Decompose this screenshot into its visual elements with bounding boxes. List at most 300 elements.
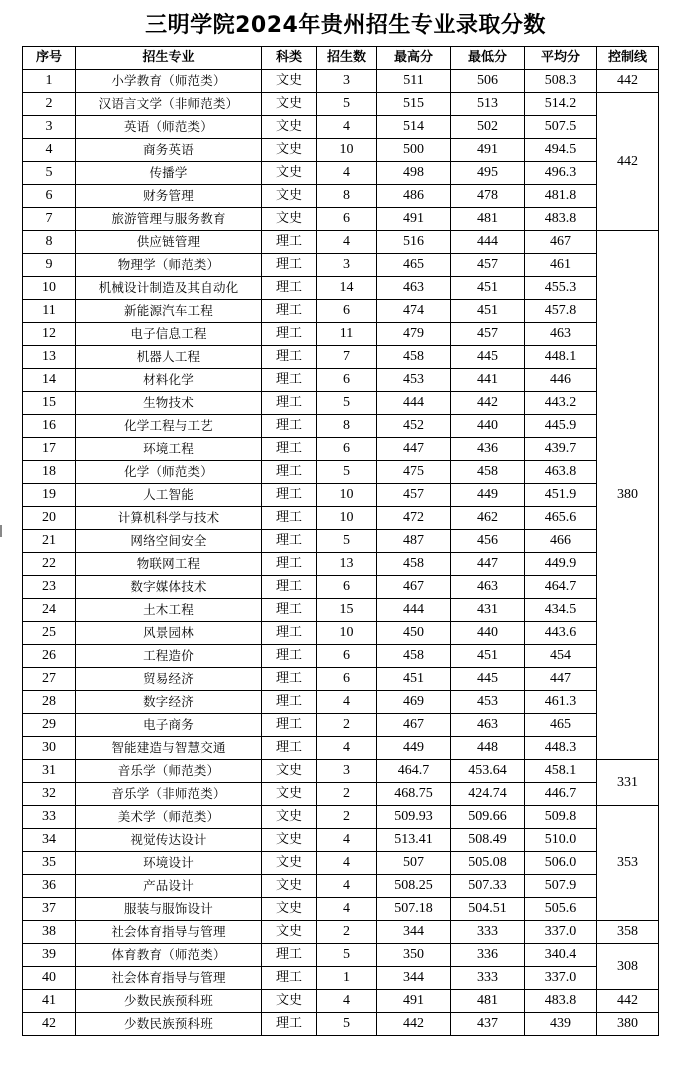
major-name-cell: 网络空间安全 — [76, 530, 262, 553]
min-score-cell: 444 — [451, 231, 525, 254]
table-row — [23, 668, 659, 691]
max-score-cell: 444 — [377, 392, 451, 415]
avg-score-cell: 483.8 — [525, 208, 597, 231]
table-row — [23, 852, 659, 875]
category-cell: 理工 — [262, 737, 317, 760]
quota-cell: 4 — [317, 162, 377, 185]
admission-scores-table — [22, 46, 659, 1036]
quota-cell: 6 — [317, 668, 377, 691]
table-row — [23, 369, 659, 392]
major-name-cell: 服装与服饰设计 — [76, 898, 262, 921]
quota-cell: 3 — [317, 254, 377, 277]
max-score-cell: 447 — [377, 438, 451, 461]
quota-cell: 5 — [317, 392, 377, 415]
min-score-cell: 502 — [451, 116, 525, 139]
avg-score-cell: 461 — [525, 254, 597, 277]
control-line-cell: 308 — [597, 944, 659, 990]
max-score-cell: 491 — [377, 990, 451, 1013]
avg-score-cell: 505.6 — [525, 898, 597, 921]
header-quota: 招生数 — [317, 47, 377, 70]
major-name-cell: 社会体育指导与管理 — [76, 967, 262, 990]
major-name-cell: 计算机科学与技术 — [76, 507, 262, 530]
min-score-cell: 453.64 — [451, 760, 525, 783]
row-id-cell: 22 — [23, 553, 76, 576]
table-row — [23, 208, 659, 231]
row-id-cell: 30 — [23, 737, 76, 760]
avg-score-cell: 514.2 — [525, 93, 597, 116]
avg-score-cell: 494.5 — [525, 139, 597, 162]
header-min-score: 最低分 — [451, 47, 525, 70]
quota-cell: 4 — [317, 875, 377, 898]
row-id-cell: 10 — [23, 277, 76, 300]
quota-cell: 3 — [317, 70, 377, 93]
table-row — [23, 622, 659, 645]
row-id-cell: 32 — [23, 783, 76, 806]
max-score-cell: 464.7 — [377, 760, 451, 783]
quota-cell: 5 — [317, 530, 377, 553]
major-name-cell: 音乐学（师范类） — [76, 760, 262, 783]
max-score-cell: 442 — [377, 1013, 451, 1036]
quota-cell: 4 — [317, 116, 377, 139]
quota-cell: 10 — [317, 622, 377, 645]
category-cell: 文史 — [262, 162, 317, 185]
table-row — [23, 185, 659, 208]
min-score-cell: 441 — [451, 369, 525, 392]
table-row — [23, 346, 659, 369]
category-cell: 文史 — [262, 783, 317, 806]
quota-cell: 4 — [317, 852, 377, 875]
row-id-cell: 15 — [23, 392, 76, 415]
major-name-cell: 化学工程与工艺 — [76, 415, 262, 438]
min-score-cell: 440 — [451, 622, 525, 645]
min-score-cell: 505.08 — [451, 852, 525, 875]
category-cell: 理工 — [262, 254, 317, 277]
major-name-cell: 数字经济 — [76, 691, 262, 714]
min-score-cell: 333 — [451, 921, 525, 944]
major-name-cell: 供应链管理 — [76, 231, 262, 254]
table-row — [23, 254, 659, 277]
quota-cell: 5 — [317, 944, 377, 967]
row-id-cell: 40 — [23, 967, 76, 990]
major-name-cell: 材料化学 — [76, 369, 262, 392]
major-name-cell: 少数民族预科班 — [76, 990, 262, 1013]
header-control-line: 控制线 — [597, 47, 659, 70]
category-cell: 文史 — [262, 829, 317, 852]
quota-cell: 4 — [317, 691, 377, 714]
table-row — [23, 967, 659, 990]
quota-cell: 2 — [317, 806, 377, 829]
category-cell: 理工 — [262, 645, 317, 668]
avg-score-cell: 458.1 — [525, 760, 597, 783]
max-score-cell: 457 — [377, 484, 451, 507]
avg-score-cell: 443.6 — [525, 622, 597, 645]
max-score-cell: 344 — [377, 921, 451, 944]
major-name-cell: 工程造价 — [76, 645, 262, 668]
row-id-cell: 8 — [23, 231, 76, 254]
major-name-cell: 机械设计制造及其自动化 — [76, 277, 262, 300]
table-row — [23, 921, 659, 944]
min-score-cell: 431 — [451, 599, 525, 622]
max-score-cell: 508.25 — [377, 875, 451, 898]
header-avg-score: 平均分 — [525, 47, 597, 70]
avg-score-cell: 446 — [525, 369, 597, 392]
avg-score-cell: 439 — [525, 1013, 597, 1036]
table-row — [23, 599, 659, 622]
quota-cell: 4 — [317, 231, 377, 254]
min-score-cell: 506 — [451, 70, 525, 93]
category-cell: 理工 — [262, 668, 317, 691]
quota-cell: 11 — [317, 323, 377, 346]
category-cell: 理工 — [262, 392, 317, 415]
category-cell: 理工 — [262, 576, 317, 599]
quota-cell: 15 — [317, 599, 377, 622]
avg-score-cell: 451.9 — [525, 484, 597, 507]
category-cell: 文史 — [262, 990, 317, 1013]
major-name-cell: 物联网工程 — [76, 553, 262, 576]
min-score-cell: 504.51 — [451, 898, 525, 921]
max-score-cell: 509.93 — [377, 806, 451, 829]
major-name-cell: 智能建造与智慧交通 — [76, 737, 262, 760]
major-name-cell: 土木工程 — [76, 599, 262, 622]
max-score-cell: 479 — [377, 323, 451, 346]
max-score-cell: 487 — [377, 530, 451, 553]
category-cell: 文史 — [262, 760, 317, 783]
avg-score-cell: 506.0 — [525, 852, 597, 875]
max-score-cell: 515 — [377, 93, 451, 116]
table-row — [23, 461, 659, 484]
table-row — [23, 737, 659, 760]
avg-score-cell: 447 — [525, 668, 597, 691]
table-row — [23, 139, 659, 162]
table-row — [23, 990, 659, 1013]
major-name-cell: 贸易经济 — [76, 668, 262, 691]
category-cell: 文史 — [262, 852, 317, 875]
row-id-cell: 39 — [23, 944, 76, 967]
avg-score-cell: 496.3 — [525, 162, 597, 185]
table-row — [23, 691, 659, 714]
row-id-cell: 11 — [23, 300, 76, 323]
major-name-cell: 视觉传达设计 — [76, 829, 262, 852]
avg-score-cell: 510.0 — [525, 829, 597, 852]
category-cell: 文史 — [262, 898, 317, 921]
category-cell: 文史 — [262, 806, 317, 829]
min-score-cell: 456 — [451, 530, 525, 553]
max-score-cell: 474 — [377, 300, 451, 323]
table-row — [23, 300, 659, 323]
min-score-cell: 513 — [451, 93, 525, 116]
min-score-cell: 445 — [451, 346, 525, 369]
table-row — [23, 530, 659, 553]
avg-score-cell: 483.8 — [525, 990, 597, 1013]
avg-score-cell: 508.3 — [525, 70, 597, 93]
avg-score-cell: 340.4 — [525, 944, 597, 967]
category-cell: 理工 — [262, 231, 317, 254]
major-name-cell: 传播学 — [76, 162, 262, 185]
min-score-cell: 458 — [451, 461, 525, 484]
category-cell: 理工 — [262, 300, 317, 323]
max-score-cell: 513.41 — [377, 829, 451, 852]
row-id-cell: 35 — [23, 852, 76, 875]
avg-score-cell: 507.5 — [525, 116, 597, 139]
quota-cell: 10 — [317, 484, 377, 507]
quota-cell: 8 — [317, 415, 377, 438]
row-id-cell: 24 — [23, 599, 76, 622]
major-name-cell: 人工智能 — [76, 484, 262, 507]
quota-cell: 1 — [317, 967, 377, 990]
category-cell: 理工 — [262, 1013, 317, 1036]
row-id-cell: 26 — [23, 645, 76, 668]
category-cell: 理工 — [262, 599, 317, 622]
max-score-cell: 472 — [377, 507, 451, 530]
row-id-cell: 34 — [23, 829, 76, 852]
max-score-cell: 458 — [377, 346, 451, 369]
table-row — [23, 392, 659, 415]
quota-cell: 4 — [317, 990, 377, 1013]
category-cell: 理工 — [262, 714, 317, 737]
row-id-cell: 1 — [23, 70, 76, 93]
header-major: 招生专业 — [76, 47, 262, 70]
category-cell: 理工 — [262, 277, 317, 300]
min-score-cell: 463 — [451, 576, 525, 599]
row-id-cell: 2 — [23, 93, 76, 116]
avg-score-cell: 445.9 — [525, 415, 597, 438]
row-id-cell: 16 — [23, 415, 76, 438]
min-score-cell: 508.49 — [451, 829, 525, 852]
max-score-cell: 458 — [377, 645, 451, 668]
category-cell: 文史 — [262, 70, 317, 93]
table-row — [23, 484, 659, 507]
category-cell: 文史 — [262, 116, 317, 139]
quota-cell: 7 — [317, 346, 377, 369]
row-id-cell: 36 — [23, 875, 76, 898]
category-cell: 文史 — [262, 185, 317, 208]
quota-cell: 13 — [317, 553, 377, 576]
category-cell: 文史 — [262, 139, 317, 162]
major-name-cell: 产品设计 — [76, 875, 262, 898]
row-id-cell: 28 — [23, 691, 76, 714]
quota-cell: 2 — [317, 714, 377, 737]
max-score-cell: 467 — [377, 576, 451, 599]
avg-score-cell: 434.5 — [525, 599, 597, 622]
max-score-cell: 514 — [377, 116, 451, 139]
margin-mark — [0, 525, 2, 537]
min-score-cell: 491 — [451, 139, 525, 162]
major-name-cell: 电子商务 — [76, 714, 262, 737]
avg-score-cell: 463.8 — [525, 461, 597, 484]
row-id-cell: 6 — [23, 185, 76, 208]
quota-cell: 3 — [317, 760, 377, 783]
quota-cell: 6 — [317, 300, 377, 323]
avg-score-cell: 449.9 — [525, 553, 597, 576]
max-score-cell: 453 — [377, 369, 451, 392]
min-score-cell: 481 — [451, 208, 525, 231]
table-row — [23, 277, 659, 300]
max-score-cell: 511 — [377, 70, 451, 93]
category-cell: 理工 — [262, 369, 317, 392]
control-line-cell: 331 — [597, 760, 659, 806]
row-id-cell: 18 — [23, 461, 76, 484]
avg-score-cell: 446.7 — [525, 783, 597, 806]
max-score-cell: 451 — [377, 668, 451, 691]
min-score-cell: 333 — [451, 967, 525, 990]
table-row — [23, 162, 659, 185]
control-line-cell: 442 — [597, 990, 659, 1013]
quota-cell: 5 — [317, 461, 377, 484]
major-name-cell: 旅游管理与服务教育 — [76, 208, 262, 231]
min-score-cell: 457 — [451, 254, 525, 277]
table-row — [23, 507, 659, 530]
max-score-cell: 491 — [377, 208, 451, 231]
quota-cell: 6 — [317, 438, 377, 461]
min-score-cell: 453 — [451, 691, 525, 714]
max-score-cell: 350 — [377, 944, 451, 967]
table-row — [23, 553, 659, 576]
avg-score-cell: 448.3 — [525, 737, 597, 760]
major-name-cell: 音乐学（非师范类） — [76, 783, 262, 806]
table-row — [23, 760, 659, 783]
major-name-cell: 环境设计 — [76, 852, 262, 875]
table-row — [23, 645, 659, 668]
major-name-cell: 美术学（师范类） — [76, 806, 262, 829]
category-cell: 文史 — [262, 921, 317, 944]
row-id-cell: 29 — [23, 714, 76, 737]
major-name-cell: 汉语言文学（非师范类） — [76, 93, 262, 116]
table-row — [23, 829, 659, 852]
row-id-cell: 7 — [23, 208, 76, 231]
avg-score-cell: 465.6 — [525, 507, 597, 530]
quota-cell: 4 — [317, 898, 377, 921]
major-name-cell: 电子信息工程 — [76, 323, 262, 346]
table-body — [23, 70, 659, 1036]
table-row — [23, 323, 659, 346]
category-cell: 文史 — [262, 208, 317, 231]
avg-score-cell: 464.7 — [525, 576, 597, 599]
min-score-cell: 442 — [451, 392, 525, 415]
row-id-cell: 27 — [23, 668, 76, 691]
min-score-cell: 448 — [451, 737, 525, 760]
avg-score-cell: 461.3 — [525, 691, 597, 714]
row-id-cell: 3 — [23, 116, 76, 139]
major-name-cell: 风景园林 — [76, 622, 262, 645]
row-id-cell: 14 — [23, 369, 76, 392]
major-name-cell: 少数民族预科班 — [76, 1013, 262, 1036]
quota-cell: 4 — [317, 829, 377, 852]
avg-score-cell: 507.9 — [525, 875, 597, 898]
avg-score-cell: 509.8 — [525, 806, 597, 829]
max-score-cell: 463 — [377, 277, 451, 300]
avg-score-cell: 439.7 — [525, 438, 597, 461]
row-id-cell: 42 — [23, 1013, 76, 1036]
category-cell: 理工 — [262, 323, 317, 346]
quota-cell: 6 — [317, 645, 377, 668]
major-name-cell: 英语（师范类） — [76, 116, 262, 139]
max-score-cell: 469 — [377, 691, 451, 714]
major-name-cell: 新能源汽车工程 — [76, 300, 262, 323]
major-name-cell: 机器人工程 — [76, 346, 262, 369]
control-line-cell: 380 — [597, 1013, 659, 1036]
quota-cell: 6 — [317, 208, 377, 231]
row-id-cell: 33 — [23, 806, 76, 829]
major-name-cell: 商务英语 — [76, 139, 262, 162]
major-name-cell: 生物技术 — [76, 392, 262, 415]
category-cell: 理工 — [262, 967, 317, 990]
max-score-cell: 467 — [377, 714, 451, 737]
min-score-cell: 495 — [451, 162, 525, 185]
category-cell: 理工 — [262, 553, 317, 576]
min-score-cell: 451 — [451, 645, 525, 668]
max-score-cell: 458 — [377, 553, 451, 576]
header-id: 序号 — [23, 47, 76, 70]
min-score-cell: 462 — [451, 507, 525, 530]
quota-cell: 14 — [317, 277, 377, 300]
category-cell: 理工 — [262, 507, 317, 530]
table-row — [23, 93, 659, 116]
category-cell: 理工 — [262, 530, 317, 553]
avg-score-cell: 454 — [525, 645, 597, 668]
min-score-cell: 451 — [451, 277, 525, 300]
row-id-cell: 12 — [23, 323, 76, 346]
max-score-cell: 465 — [377, 254, 451, 277]
max-score-cell: 507 — [377, 852, 451, 875]
row-id-cell: 5 — [23, 162, 76, 185]
category-cell: 理工 — [262, 415, 317, 438]
min-score-cell: 447 — [451, 553, 525, 576]
min-score-cell: 449 — [451, 484, 525, 507]
avg-score-cell: 465 — [525, 714, 597, 737]
row-id-cell: 23 — [23, 576, 76, 599]
quota-cell: 4 — [317, 737, 377, 760]
major-name-cell: 社会体育指导与管理 — [76, 921, 262, 944]
avg-score-cell: 455.3 — [525, 277, 597, 300]
category-cell: 文史 — [262, 93, 317, 116]
table-row — [23, 898, 659, 921]
table-row — [23, 576, 659, 599]
category-cell: 理工 — [262, 622, 317, 645]
table-row — [23, 875, 659, 898]
control-line-cell: 380 — [597, 231, 659, 760]
min-score-cell: 451 — [451, 300, 525, 323]
avg-score-cell: 481.8 — [525, 185, 597, 208]
header-category: 科类 — [262, 47, 317, 70]
control-line-cell: 353 — [597, 806, 659, 921]
row-id-cell: 20 — [23, 507, 76, 530]
avg-score-cell: 443.2 — [525, 392, 597, 415]
min-score-cell: 436 — [451, 438, 525, 461]
min-score-cell: 509.66 — [451, 806, 525, 829]
major-name-cell: 体育教育（师范类） — [76, 944, 262, 967]
page-title: 三明学院2024年贵州招生专业录取分数 — [145, 13, 546, 38]
category-cell: 理工 — [262, 461, 317, 484]
row-id-cell: 17 — [23, 438, 76, 461]
avg-score-cell: 337.0 — [525, 967, 597, 990]
major-name-cell: 数字媒体技术 — [76, 576, 262, 599]
quota-cell: 2 — [317, 783, 377, 806]
table-row — [23, 70, 659, 93]
table-row — [23, 231, 659, 254]
max-score-cell: 444 — [377, 599, 451, 622]
major-name-cell: 物理学（师范类） — [76, 254, 262, 277]
quota-cell: 2 — [317, 921, 377, 944]
avg-score-cell: 466 — [525, 530, 597, 553]
max-score-cell: 475 — [377, 461, 451, 484]
table-row — [23, 116, 659, 139]
avg-score-cell: 457.8 — [525, 300, 597, 323]
max-score-cell: 507.18 — [377, 898, 451, 921]
quota-cell: 5 — [317, 93, 377, 116]
table-row — [23, 783, 659, 806]
row-id-cell: 9 — [23, 254, 76, 277]
min-score-cell: 478 — [451, 185, 525, 208]
